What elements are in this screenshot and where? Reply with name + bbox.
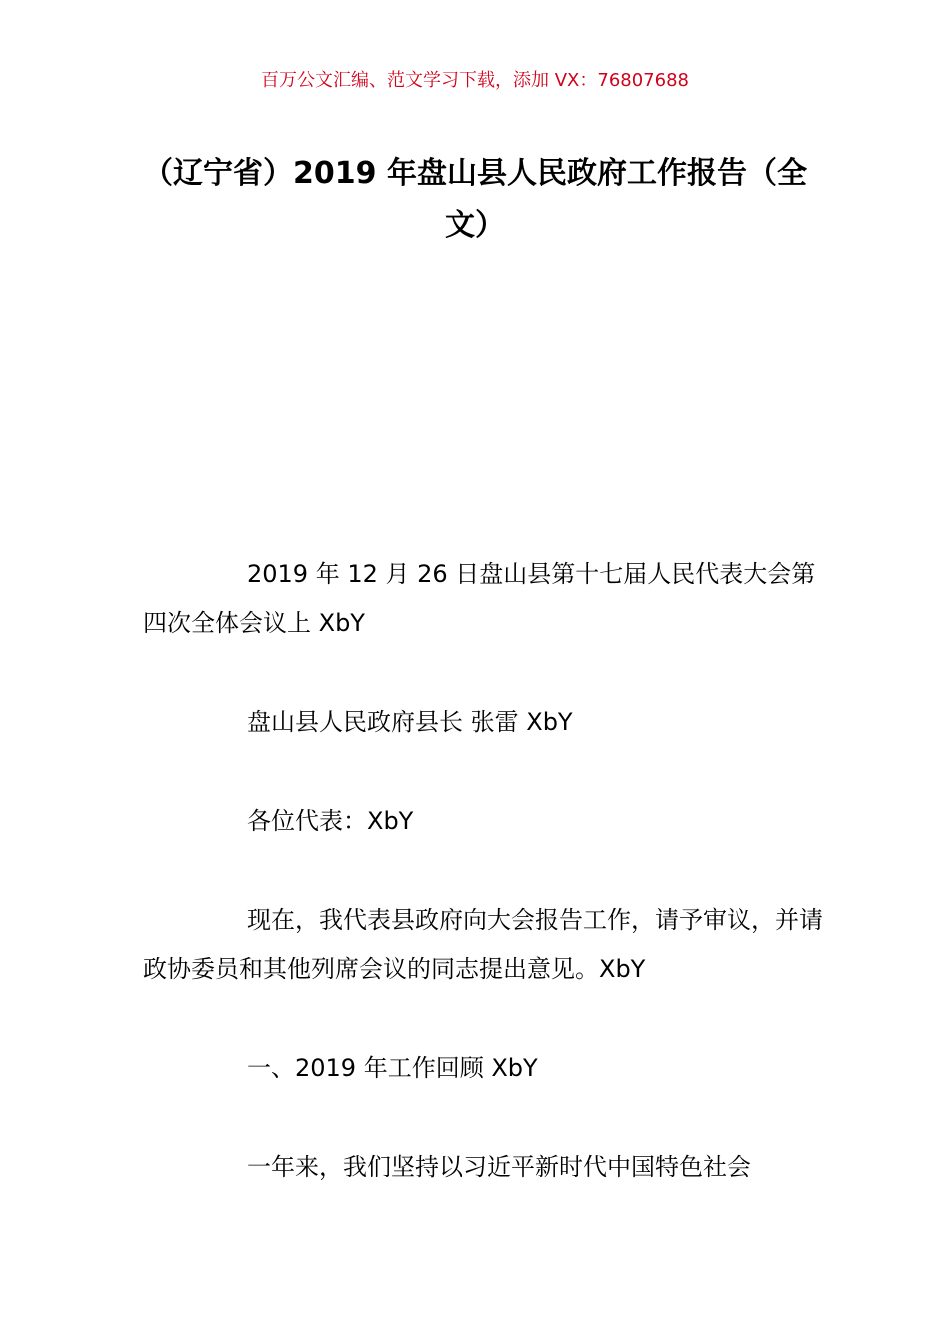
paragraph-text: 一年来，我们坚持以习近平新时代中国特色社会 [247, 1153, 751, 1181]
promo-header-text: 百万公文汇编、范文学习下载，添加 VX：76807688 [261, 70, 689, 91]
paragraph-meeting-info [143, 550, 833, 648]
paragraph-text: 现在，我代表县政府向大会报告工作，请予审议，并请政协委员和其他列席会议的同志提出意见。XbY [143, 906, 823, 983]
document-title: （辽宁省）2019 年盘山县人民政府工作报告（全文） [143, 156, 807, 243]
paragraph-text: 2019 年 12 月 26 日盘山县第十七届人民代表大会第四次全体会议上 XbY [143, 560, 816, 637]
promo-header-note [0, 68, 950, 94]
paragraph-text: 各位代表：XbY [247, 807, 414, 835]
paragraph-intro [143, 896, 833, 994]
section-heading-text: 一、2019 年工作回顾 XbY [247, 1054, 538, 1082]
paragraph-salutation [143, 797, 833, 846]
paragraph-review [143, 1143, 833, 1192]
paragraph-speaker [143, 698, 833, 747]
paragraph-text: 盘山县人民政府县长 张雷 XbY [247, 708, 573, 736]
section-heading [143, 1044, 833, 1093]
